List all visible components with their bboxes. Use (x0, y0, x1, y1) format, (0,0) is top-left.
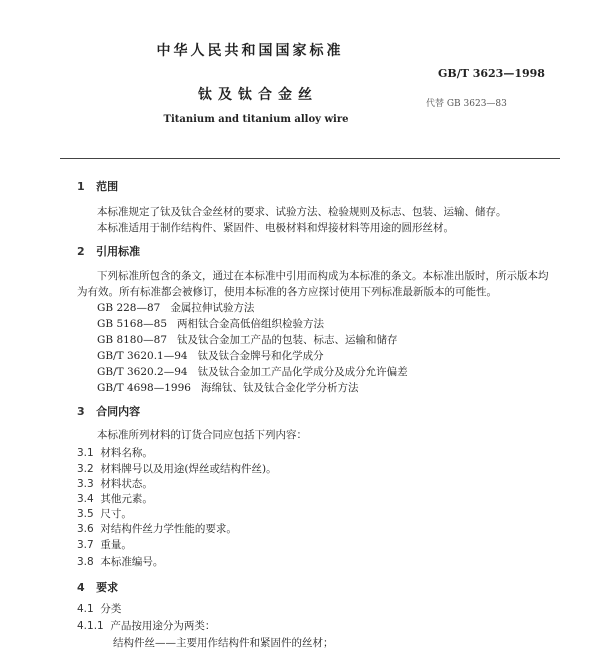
clause-item: 4.1 分类 (77, 603, 122, 615)
reference-item: GB 228—87 金属拉伸试验方法 (97, 302, 255, 314)
document-title: 钛及钛合金丝 (198, 87, 318, 103)
section-4-heading: 4 要求 (77, 581, 119, 594)
paragraph: 结构件丝——主要用作结构件和紧固件的丝材； (113, 637, 334, 649)
paragraph: 本标准适用于制作结构件、紧固件、电极材料和焊接材料等用途的圆形丝材。 (97, 222, 454, 234)
clause-item: 3.2 材料牌号以及用途(焊丝或结构件丝)。 (77, 463, 277, 475)
english-title: Titanium and titanium alloy wire (163, 114, 349, 125)
paragraph: 本标准规定了钛及钛合金丝材的要求、试验方法、检验规则及标志、包装、运输、储存。 (97, 206, 507, 218)
reference-item: GB/T 3620.2—94 钛及钛合金加工产品化学成分及成分允许偏差 (97, 366, 408, 378)
paragraph: 为有效。所有标准都会被修订，使用本标准的各方应探讨使用下列标准最新版本的可能性。 (77, 286, 497, 298)
clause-item: 3.6 对结构件丝力学性能的要求。 (77, 523, 237, 535)
paragraph: 下列标准所包含的条文，通过在本标准中引用而构成为本标准的条文。本标准出版时，所示版本均 (97, 270, 549, 282)
section-3-heading: 3 合同内容 (77, 405, 141, 418)
reference-item: GB 8180—87 钛及钛合金加工产品的包装、标志、运输和储存 (97, 334, 398, 346)
section-2-heading: 2 引用标准 (77, 245, 141, 258)
reference-item: GB/T 4698—1996 海绵钛、钛及钛合金化学分析方法 (97, 382, 359, 394)
clause-item: 3.3 材料状态。 (77, 478, 153, 490)
clause-item: 3.7 重量。 (77, 539, 132, 551)
clause-item: 3.8 本标准编号。 (77, 556, 164, 568)
national-standard-heading: 中华人民共和国国家标准 (156, 43, 344, 59)
clause-item: 3.1 材料名称。 (77, 447, 153, 459)
header-divider (60, 158, 560, 159)
clause-item: 4.1.1 产品按用途分为两类： (77, 620, 216, 632)
standard-code: GB/T 3623—1998 (438, 67, 545, 80)
replaces-note: 代替 GB 3623—83 (426, 99, 507, 109)
clause-item: 3.5 尺寸。 (77, 508, 132, 520)
reference-item: GB 5168—85 两相钛合金高低倍组织检验方法 (97, 318, 325, 330)
reference-item: GB/T 3620.1—94 钛及钛合金牌号和化学成分 (97, 350, 324, 362)
clause-item: 3.4 其他元素。 (77, 493, 153, 505)
paragraph: 本标准所列材料的订货合同应包括下列内容： (97, 429, 307, 441)
section-1-heading: 1 范围 (77, 180, 119, 193)
